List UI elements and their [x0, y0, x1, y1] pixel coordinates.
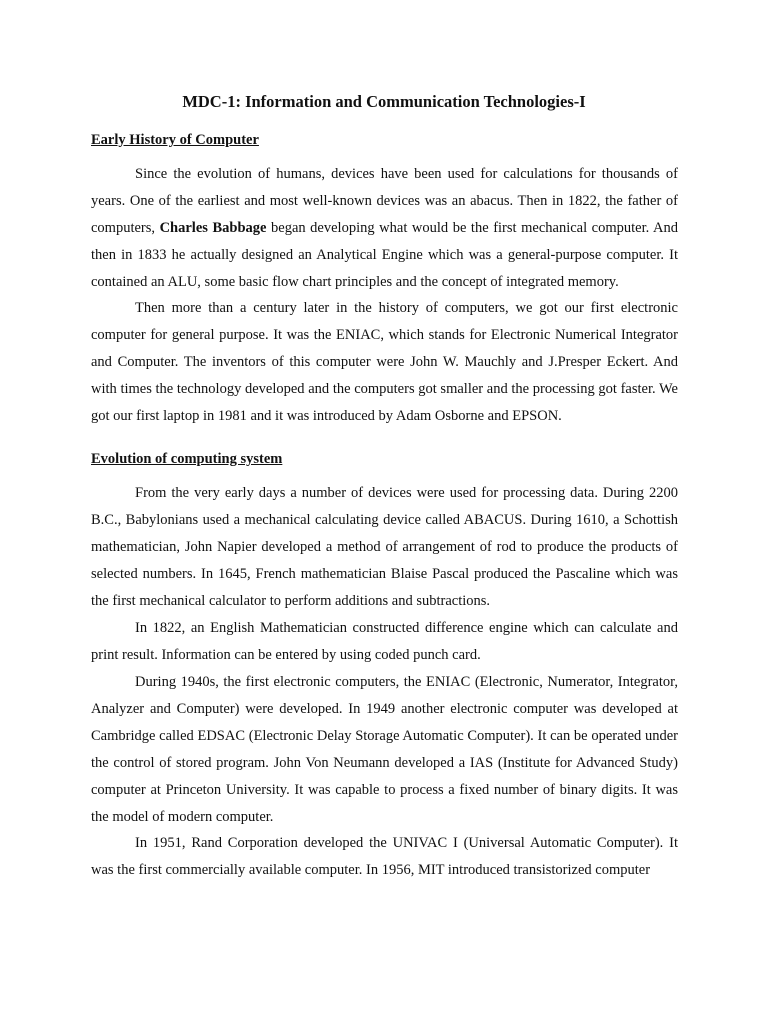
paragraph-early-history-2: Then more than a century later in the history of computers, we got our first electronic computer for general purpose. It was the ENIAC, which stands for Electronic Numerical Integrator and Computer. The inventors of this computer were John W. Mauchly and J.Presper Eckert. And with times the technology developed and the computers got smaller and the processing got faster. We got our first laptop in 1981 and it was introduced by Adam Osborne and EPSON.: [91, 300, 678, 424]
page-title: MDC-1: Information and Communication Technologies-I: [182, 92, 586, 111]
section-heading-evolution: Evolution of computing system: [91, 451, 283, 467]
paragraph-early-history-1: [91, 161, 678, 296]
section-heading-early-history: Early History of Computer: [91, 132, 259, 148]
paragraph-evolution-1: From the very early days a number of devices were used for processing data. During 2200 B.C., Babylonians used a mechanical calculating device called ABACUS. During 1610, a Schottish mathematician, John Napier developed a method of arrangement of rod to produce the products of selected numbers. In 1645, French mathematician Blaise Pascal produced the Pascaline which was the first mechanical calculator to perform additions and subtractions.: [91, 485, 678, 609]
paragraph-text: began developing what would be the first mechanical computer. And then in 1833 he actually designed an Analytical Engine which was a general-purpose computer. It contained an ALU, some basic flow chart principles and the concept of integrated memory.: [91, 220, 678, 290]
paragraph-evolution-4: In 1951, Rand Corporation developed the UNIVAC I (Universal Automatic Computer). It was the first commercially available computer. In 1956, MIT introduced transistorized computer: [91, 835, 678, 878]
emphasized-name: Charles Babbage: [159, 220, 267, 236]
paragraph-evolution-3: During 1940s, the first electronic computers, the ENIAC (Electronic, Numerator, Integrator, Analyzer and Computer) were developed. In 1949 another electronic computer was developed at Cambridge called EDSAC (Electronic Delay Storage Automatic Computer). It can be operated under the control of stored program. John Von Neumann developed a IAS (Institute for Advanced Study) computer at Princeton University. It was capable to process a fixed number of binary digits. It was the model of modern computer.: [91, 674, 678, 825]
paragraph-evolution-2: In 1822, an English Mathematician constructed difference engine which can calculate and print result. Information can be entered by using coded punch card.: [91, 620, 678, 663]
paragraph-text: Since the evolution of humans, devices have been used for calculations for thousands of years. One of the earliest and most well-known devices was an abacus. Then in 1822, the father of computers,: [91, 166, 678, 236]
